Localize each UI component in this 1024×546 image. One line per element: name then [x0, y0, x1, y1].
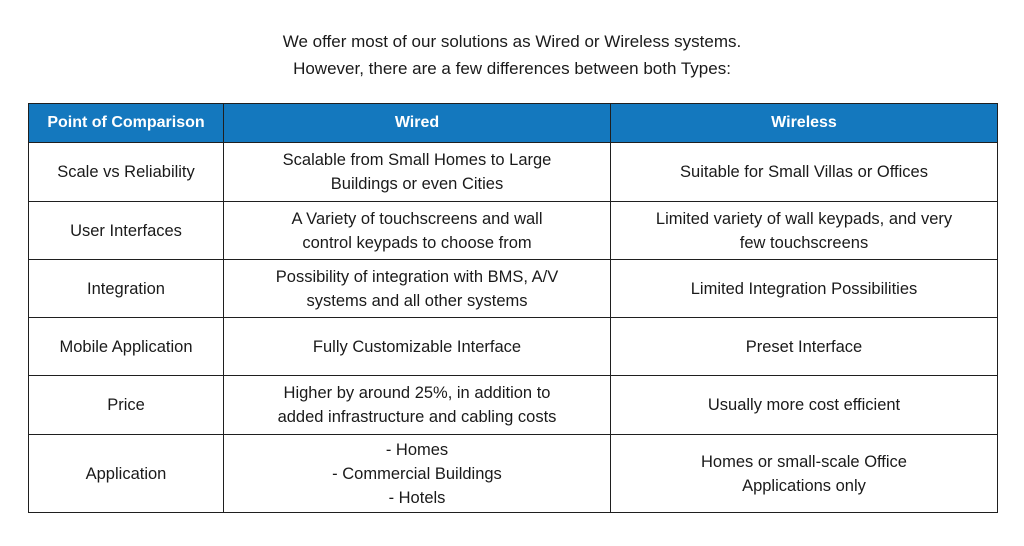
- cell-line: - Commercial Buildings: [332, 464, 502, 483]
- wireless-cell: [611, 318, 998, 376]
- cell-line: Homes or small-scale Office: [700, 452, 907, 471]
- wireless-cell: [611, 202, 998, 260]
- table-header-row: [29, 104, 998, 143]
- cell-line: Limited Integration Possibilities: [690, 279, 918, 298]
- wired-cell: [224, 202, 611, 260]
- table-row: [29, 376, 998, 435]
- cell-line: Higher by around 25%, in addition to: [283, 384, 551, 402]
- wired-cell: [224, 260, 611, 318]
- intro-text: [0, 28, 1024, 82]
- row-label: Integration: [29, 260, 224, 318]
- wired-cell: [224, 435, 611, 513]
- cell-line: Usually more cost efficient: [707, 396, 901, 414]
- wireless-cell: [611, 435, 998, 513]
- cell-line: Buildings or even Cities: [330, 175, 504, 193]
- cell-line: Applications only: [742, 476, 866, 495]
- cell-line: systems and all other systems: [306, 291, 528, 310]
- cell-line: - Homes: [385, 440, 449, 459]
- cell-line: Limited variety of wall keypads, and very: [655, 209, 953, 228]
- wireless-cell: [611, 260, 998, 318]
- table-row: [29, 202, 998, 260]
- table-row: [29, 260, 998, 318]
- header-wired: Wired: [224, 104, 611, 143]
- wired-cell: [224, 376, 611, 435]
- wired-cell: [224, 318, 611, 376]
- intro-line-2: However, there are a few differences between both Types:: [293, 59, 731, 78]
- wireless-cell: [611, 376, 998, 435]
- cell-line: Fully Customizable Interface: [312, 337, 522, 356]
- cell-line: - Hotels: [388, 488, 446, 507]
- wireless-cell: [611, 143, 998, 202]
- table-row: [29, 435, 998, 513]
- row-label: Mobile Application: [29, 318, 224, 376]
- row-label: Application: [29, 435, 224, 513]
- row-label: User Interfaces: [29, 202, 224, 260]
- cell-line: Suitable for Small Villas or Offices: [680, 163, 928, 181]
- header-wireless: Wireless: [611, 104, 998, 143]
- cell-line: Preset Interface: [745, 337, 863, 356]
- cell-line: added infrastructure and cabling costs: [277, 408, 557, 426]
- cell-line: Possibility of integration with BMS, A/V: [275, 267, 559, 286]
- wired-cell: [224, 143, 611, 202]
- cell-line: A Variety of touchscreens and wall: [291, 209, 543, 228]
- table-row: [29, 318, 998, 376]
- cell-line: few touchscreens: [739, 233, 869, 252]
- row-label: Price: [29, 376, 224, 435]
- comparison-table: [28, 103, 998, 513]
- row-label: Scale vs Reliability: [29, 143, 224, 202]
- cell-line: control keypads to choose from: [302, 233, 532, 252]
- table-row: [29, 143, 998, 202]
- cell-line: Scalable from Small Homes to Large: [282, 151, 552, 169]
- intro-line-1: We offer most of our solutions as Wired or Wireless systems.: [282, 32, 742, 51]
- header-point-of-comparison: Point of Comparison: [29, 104, 224, 143]
